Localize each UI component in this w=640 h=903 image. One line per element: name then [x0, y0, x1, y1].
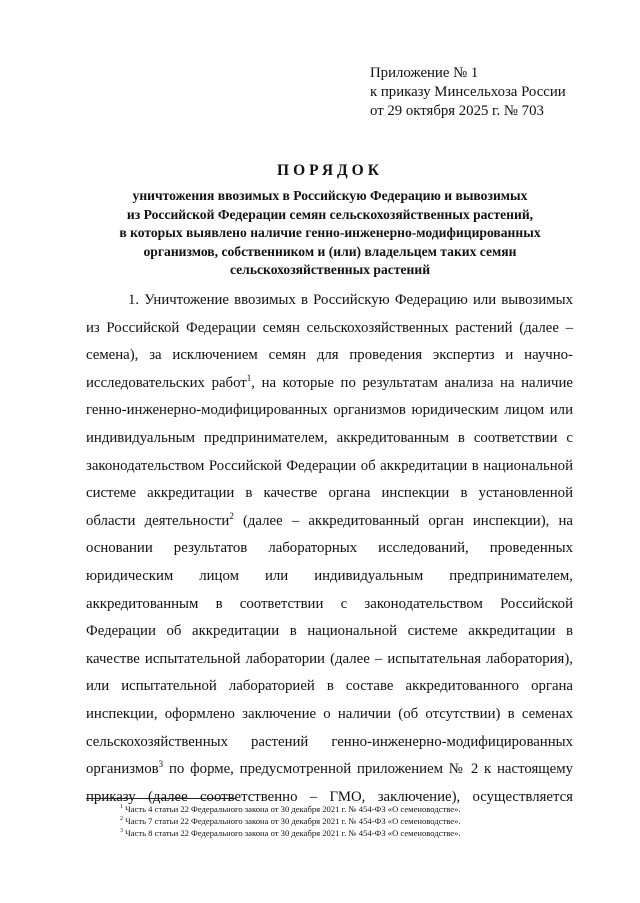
- body-line: основании результатов лабораторных исследований, проведенных: [86, 540, 573, 557]
- body-line: законодательством Российской Федерации об аккредитации в национальной: [86, 457, 573, 474]
- body-line: индивидуальным предпринимателем, аккредитованным в соответствии с: [86, 429, 573, 446]
- footnote-1: [120, 803, 570, 815]
- footnote-ref-1: 1: [246, 372, 252, 383]
- document-title: ПОРЯДОК: [277, 162, 383, 179]
- footnote-number: 1: [120, 804, 123, 811]
- footnote-3: [120, 827, 570, 839]
- body-line: системе аккредитации в качестве органа инспекции в установленной: [86, 485, 573, 502]
- body-text-fragment: (далее – аккредитованный орган инспекции), на: [233, 512, 573, 529]
- footnote-2: [120, 815, 570, 827]
- subtitle-line: сельскохозяйственных растений: [229, 262, 431, 278]
- document-subtitle: [80, 187, 580, 280]
- subtitle-line: из Российской Федерации семян сельскохозяйственных растений,: [126, 206, 534, 222]
- footnote-number: 3: [120, 828, 123, 835]
- body-text-fragment: , на которые по результатам анализа на наличие: [251, 374, 573, 391]
- body-line: или испытательной лабораторией в составе аккредитованного органа: [86, 678, 573, 695]
- body-text-fragment: исследовательских работ: [86, 374, 247, 391]
- footnotes: [120, 803, 570, 839]
- appendix-header: [370, 64, 630, 121]
- body-line: [86, 508, 573, 536]
- body-line: [86, 370, 573, 398]
- footnote-text: Часть 4 статьи 22 Федерального закона от 30 декабря 2021 г. № 454-ФЗ «О семеноводстве».: [123, 804, 461, 814]
- body-text-fragment: по форме, предусмотренной приложением № 2 к настоящему: [163, 761, 573, 778]
- body-line: аккредитованным в соответствии с законодательством Российской: [86, 595, 573, 612]
- appendix-number: Приложение № 1: [370, 65, 479, 81]
- body-text-fragment: области деятельности: [86, 512, 230, 529]
- appendix-order-date: от 29 октября 2025 г. № 703: [370, 103, 544, 119]
- footnote-separator: [86, 798, 236, 799]
- body-line: Федерации об аккредитации в национальной системе аккредитации в: [86, 623, 573, 640]
- footnote-ref-2: 2: [229, 510, 234, 521]
- footnote-ref-3: 3: [158, 759, 164, 770]
- subtitle-line: организмов, собственником и (или) владельцем таких семян: [143, 243, 517, 259]
- body-line: сельскохозяйственных растений генно-инженерно-модифицированных: [86, 733, 573, 750]
- paragraph-1: [86, 287, 573, 811]
- body-line: юридическим лицом или индивидуальным предпринимателем,: [86, 567, 573, 584]
- subtitle-line: уничтожения ввозимых в Российскую Федерацию и вывозимых: [132, 188, 528, 203]
- body-line: приказу (далее соответственно – ГМО, заключение), осуществляется: [86, 788, 573, 805]
- body-line: семена), за исключением семян для проведения экспертиз и научно-: [86, 347, 573, 364]
- footnote-text: Часть 7 статьи 22 Федерального закона от 30 декабря 2021 г. № 454-ФЗ «О семеноводстве».: [123, 816, 461, 826]
- subtitle-line: в которых выявлено наличие генно-инженерно-модифицированных: [119, 225, 541, 241]
- appendix-order-ref: к приказу Минсельхоза России: [370, 84, 566, 100]
- footnote-number: 2: [120, 816, 123, 823]
- body-line: из Российской Федерации семян сельскохозяйственных растений (далее –: [86, 319, 573, 336]
- body-line: инспекции, оформлено заключение о наличии (об отсутствии) в семенах: [86, 705, 573, 722]
- body-line: генно-инженерно-модифицированных организмов юридическим лицом или: [86, 402, 573, 419]
- body-line: 1. Уничтожение ввозимых в Российскую Федерацию или вывозимых: [128, 292, 573, 308]
- body-line: [86, 756, 573, 784]
- footnote-text: Часть 8 статьи 22 Федерального закона от 30 декабря 2021 г. № 454-ФЗ «О семеноводстве».: [123, 828, 461, 838]
- body-text-fragment: организмов: [86, 761, 159, 778]
- body-line: качестве испытательной лаборатории (далее – испытательная лаборатория),: [86, 650, 573, 667]
